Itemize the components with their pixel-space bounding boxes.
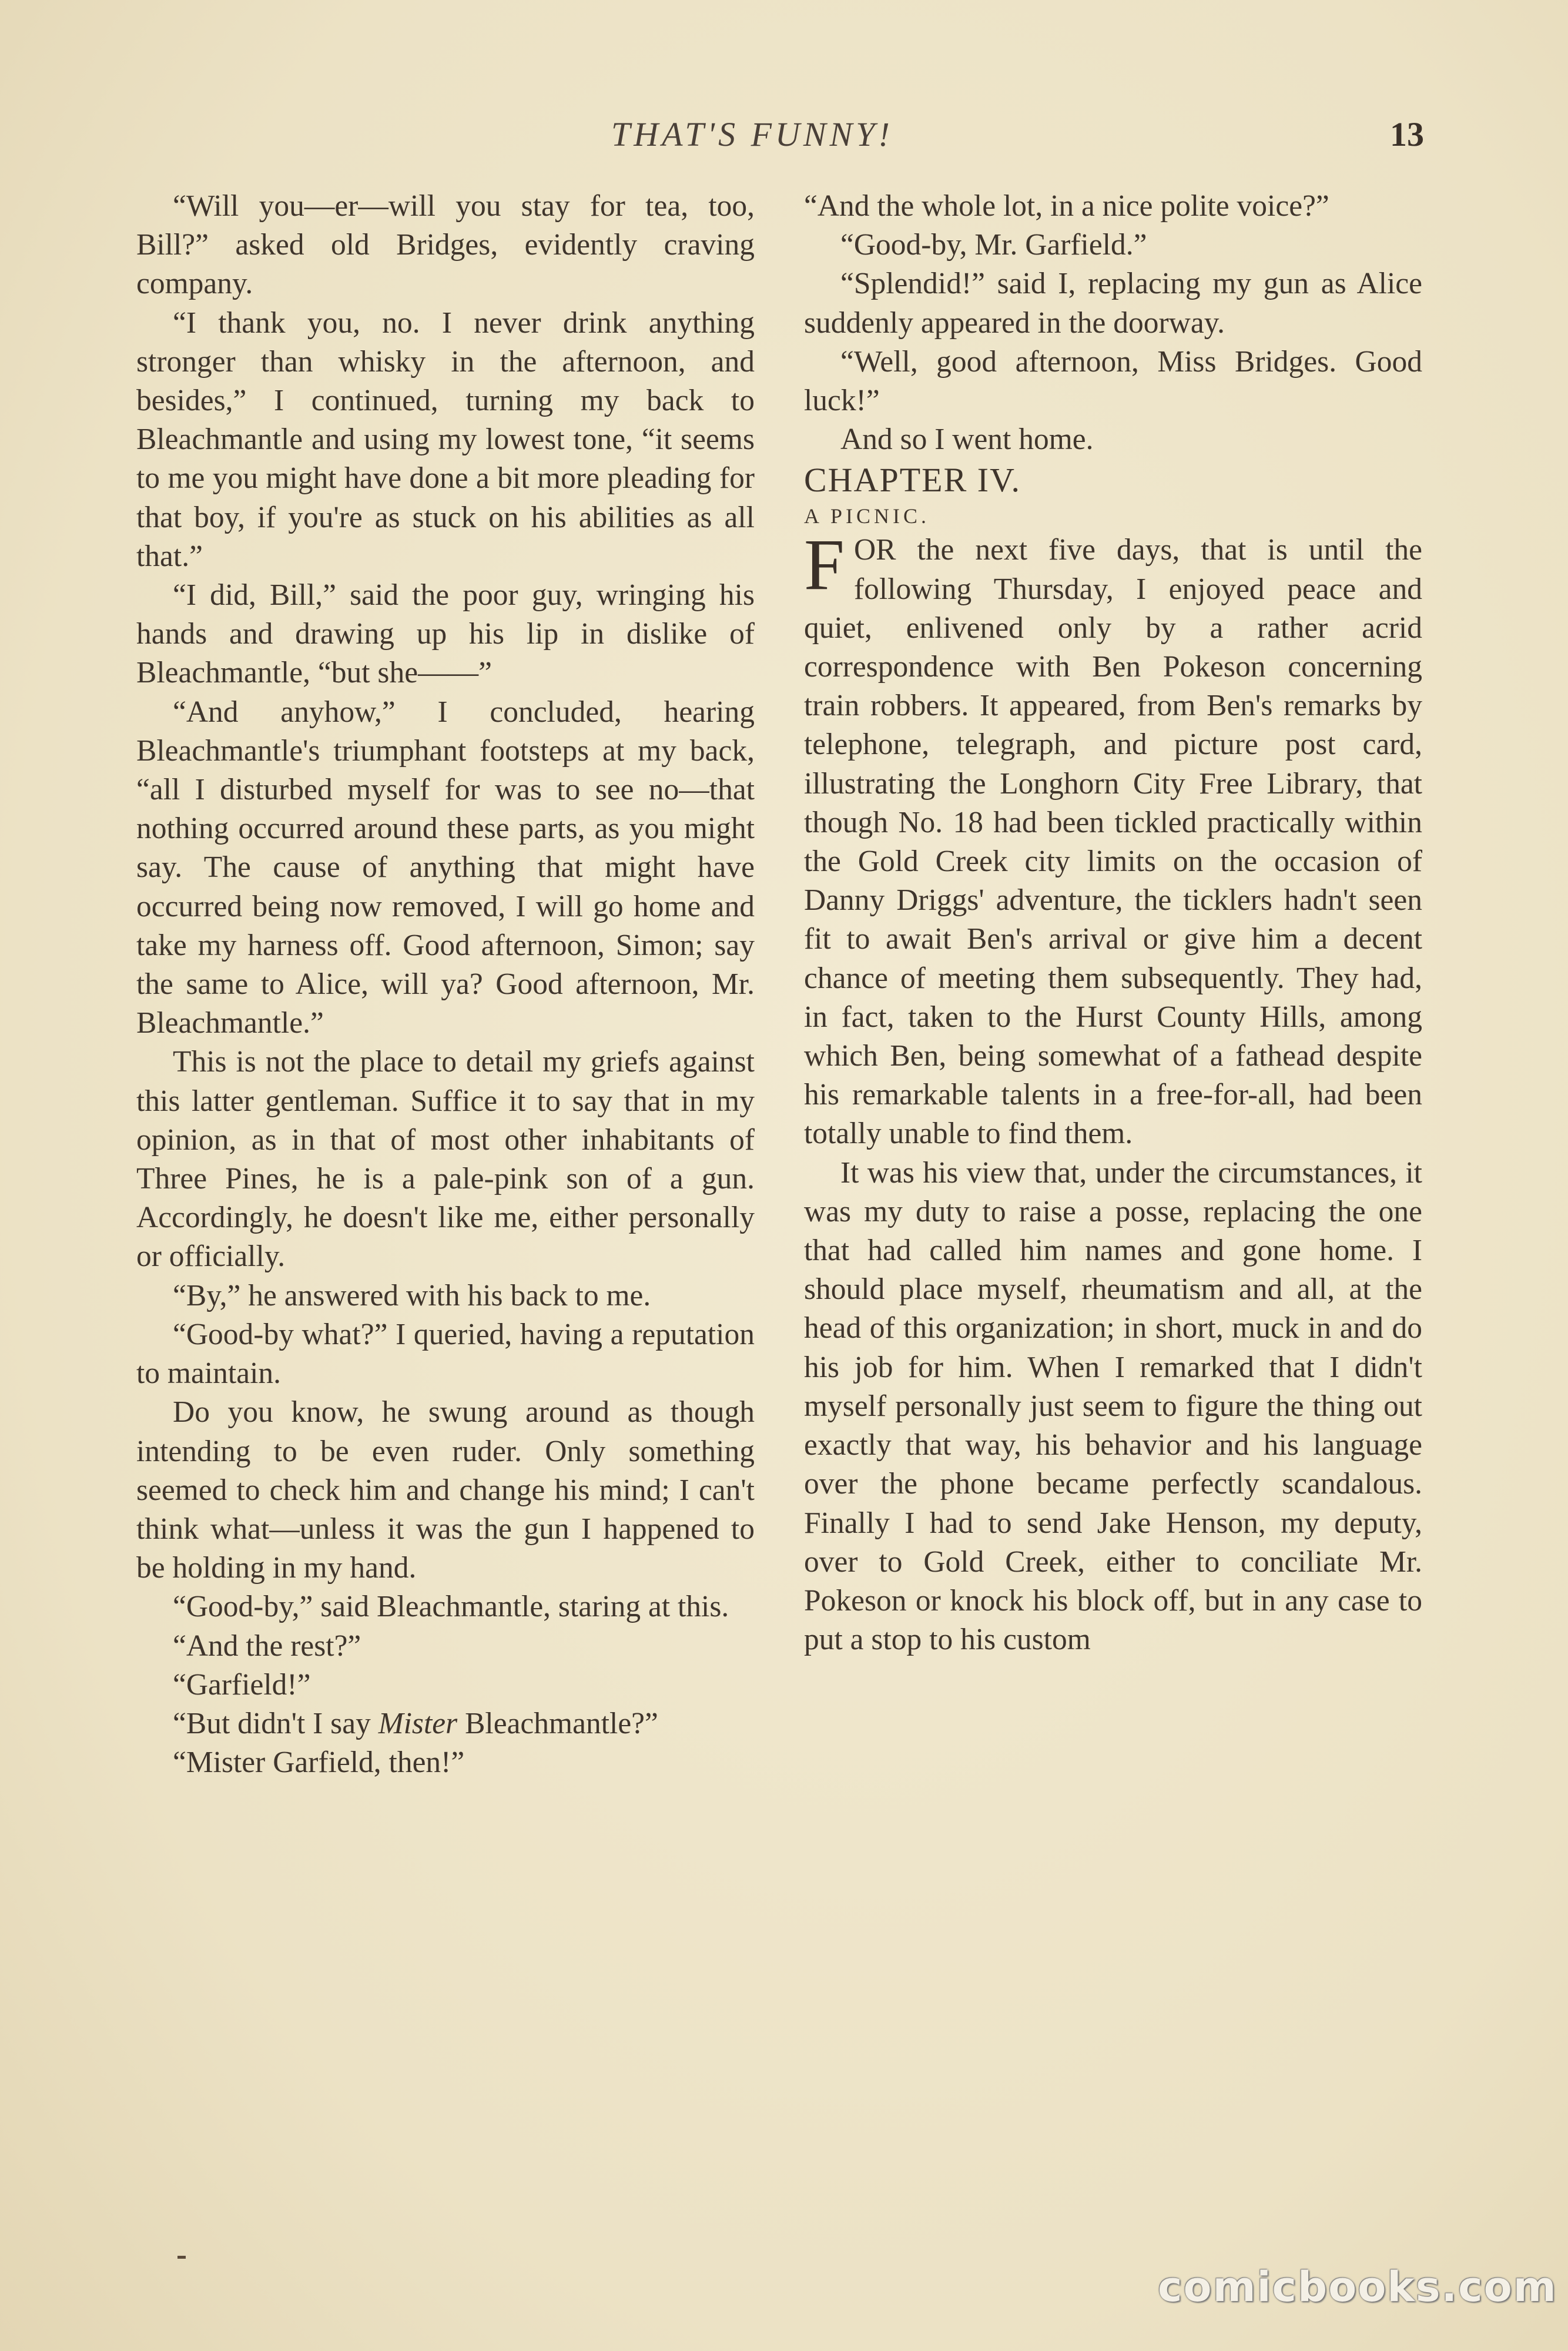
dropcap-letter: F [804, 524, 845, 605]
text-run: Bleachmantle?” [457, 1706, 658, 1740]
paragraph: “Mister Garfield, then!” [173, 1746, 465, 1780]
right-column [804, 187, 1422, 1659]
dropcap-paragraph-text: OR the next five days, that is until the following Thursday, I enjoyed peace and quiet, enlivened only by a rather acrid correspondence with Ben Pokeson concerning train robbers. It appeared, from Ben's remarks by telephone, telegraph, and picture post card, illustrating the Longhorn City Free Library, that though No. 18 had been tickled practically within the Gold Creek city limits on the occasion of Danny Driggs' adventure, the ticklers hadn't seen fit to await Ben's arrival or give him a decent chance of meeting them subsequently. They had, in fact, taken to the Hurst County Hills, among which Ben, being somewhat of a fathead despite his remarkable talents in a free-for-all, had been totally unable to find them. [804, 533, 1422, 1151]
paragraph: And so I went home. [840, 423, 1094, 457]
paragraph: “And the whole lot, in a nice polite voice?” [804, 189, 1329, 223]
left-column [136, 187, 755, 1782]
running-header-title: THAT'S FUNNY! [611, 115, 893, 153]
text-run: “But didn't I say [173, 1706, 378, 1740]
paragraph: Do you know, he swung around as though intending to be even ruder. Only something seemed to check him and change his mind; I can't think what—unless it was the gun I happened to be holding in my hand. [136, 1395, 755, 1585]
paragraph: “Good-by what?” I queried, having a reputation to maintain. [136, 1317, 755, 1391]
dropcap-paragraph [804, 524, 1422, 1153]
paragraph: It was his view that, under the circumstances, it was my duty to raise a posse, replacing the one that had called him names and gone home. I should place myself, rheumatism and all, at the head of this organization; in short, muck in and do his job for him. When I remarked that I didn't myself personally just seem to figure the thing out exactly that way, his behavior and his language over the phone became perfectly scandalous. Finally I had to send Jake Henson, my deputy, over to Gold Creek, either to conciliate Mr. Pokeson or knock his block off, but in any case to put a stop to his custom [804, 1156, 1422, 1657]
paragraph: “Garfield!” [173, 1667, 311, 1702]
paragraph: “And the rest?” [173, 1629, 361, 1663]
print-mark [177, 2256, 186, 2259]
paragraph: “I thank you, no. I never drink anything stronger than whisky in the afternoon, and besides,” I continued, turning my back to Bleachmantle and using my lowest tone, “it seems to me you might have done a bit more pleading for that boy, if you're as stuck on his abilities as all that.” [136, 306, 755, 573]
paragraph: “I did, Bill,” said the poor guy, wringing his hands and drawing up his lip in dislike of Bleachmantle, “but she——” [136, 578, 755, 690]
paragraph: “Good-by,” said Bleachmantle, staring at this. [173, 1590, 729, 1624]
paragraph: “Good-by, Mr. Garfield.” [840, 228, 1147, 262]
paragraph: “By,” he answered with his back to me. [173, 1278, 651, 1312]
paragraph: “Well, good afternoon, Miss Bridges. Good luck!” [804, 344, 1422, 418]
chapter-title: CHAPTER IV. [804, 461, 1021, 500]
site-watermark: comicbooks.com [1158, 2263, 1557, 2311]
paragraph-with-italic [136, 1704, 755, 1743]
paragraph: “Will you—er—will you stay for tea, too, Bill?” asked old Bridges, evidently craving company. [136, 189, 755, 301]
chapter-subtitle: A PICNIC. [804, 504, 930, 528]
italic-text-run: Mister [378, 1706, 458, 1740]
paragraph: “Splendid!” said I, replacing my gun as Alice suddenly appeared in the doorway. [804, 267, 1422, 340]
paragraph: “And anyhow,” I concluded, hearing Bleachmantle's triumphant footsteps at my back, “all I disturbed myself for was to see no—that nothing occurred around these parts, as you might say. The cause of anything that might have occurred being now removed, I will go home and take my harness off. Good afternoon, Simon; say the same to Alice, will ya? Good afternoon, Mr. Bleachmantle.” [136, 695, 755, 1040]
paragraph: This is not the place to detail my griefs against this latter gentleman. Suffice it to say that in my opinion, as in that of most other inhabitants of Three Pines, he is a pale-pink son of a gun. Accordingly, he doesn't like me, either personally or officially. [136, 1045, 755, 1274]
page-number: 13 [1390, 115, 1424, 153]
